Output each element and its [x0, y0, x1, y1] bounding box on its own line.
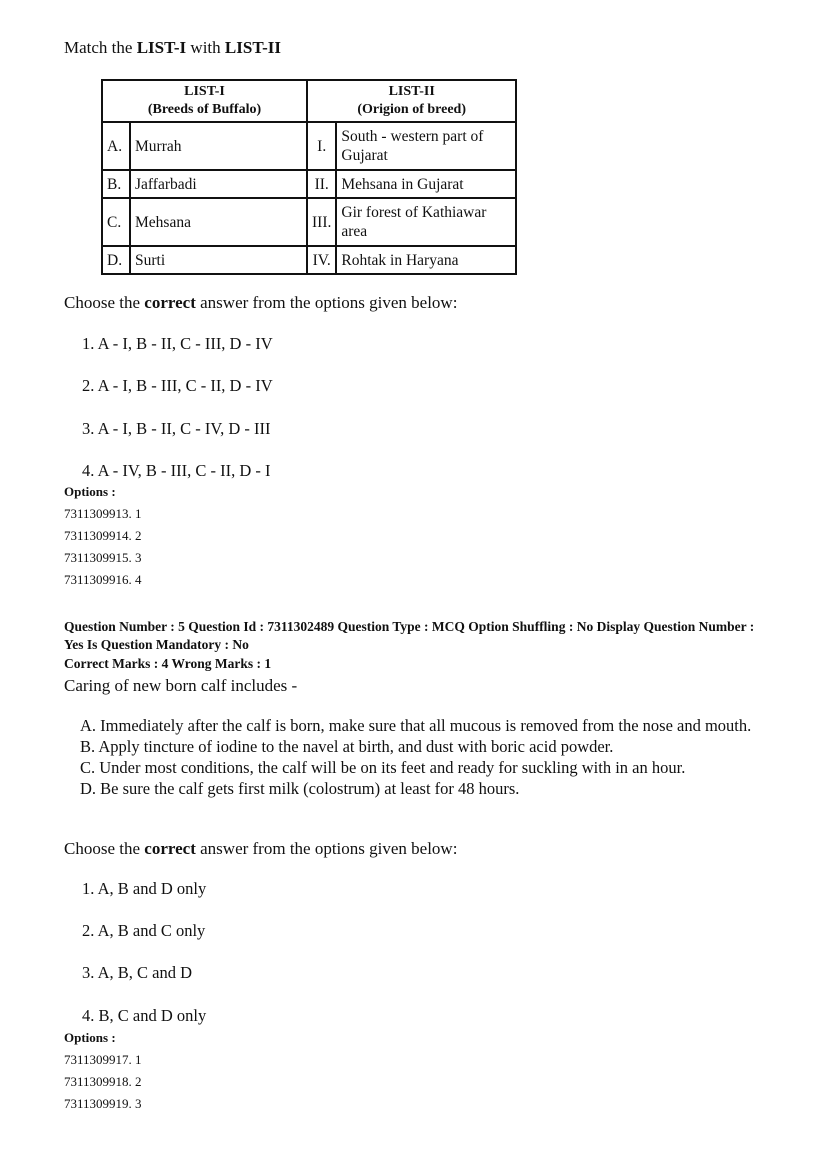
text: (Breeds of Buffalo) [147, 102, 262, 117]
table-row [102, 246, 516, 274]
text: with [186, 38, 225, 57]
q5-question: Caring of new born calf includes - [64, 676, 298, 695]
text: Match the [64, 38, 137, 57]
cell: B. [102, 170, 130, 198]
statement: B. Apply tincture of iodine to the navel at birth, and dust with boric acid powder. [80, 737, 614, 756]
options-label: Options : [64, 484, 116, 499]
answer-option: 4. A - IV, B - III, C - II, D - I [82, 461, 271, 480]
option-id: 7311309917. 1 [64, 1052, 142, 1067]
options-label: Options : [64, 1030, 116, 1045]
cell: D. [102, 246, 130, 274]
answer-option: 3. A, B, C and D [82, 963, 193, 982]
q5-marks: Correct Marks : 4 Wrong Marks : 1 [64, 656, 272, 671]
cell: III. [307, 198, 336, 246]
option-id: 7311309914. 2 [64, 528, 142, 543]
text: Choose the [64, 839, 145, 858]
cell: South - western part of Gujarat [336, 122, 516, 170]
cell: Gir forest of Kathiawar area [336, 198, 516, 246]
cell: Murrah [130, 122, 307, 170]
text: answer from the options given below: [195, 293, 458, 312]
option-id: 7311309918. 2 [64, 1074, 142, 1089]
match-table [101, 79, 517, 275]
cell: Jaffarbadi [130, 170, 307, 198]
text: (Origion of breed) [357, 102, 466, 117]
cell: IV. [307, 246, 336, 274]
cell: Rohtak in Haryana [336, 246, 516, 274]
option-id: 7311309913. 1 [64, 506, 142, 521]
answer-option: 4. B, C and D only [82, 1006, 207, 1025]
table-row [102, 198, 516, 246]
table-row [102, 122, 516, 170]
answer-option: 2. A, B and C only [82, 921, 206, 940]
answer-option: 1. A - I, B - II, C - III, D - IV [82, 334, 273, 353]
q5-meta: Question Number : 5 Question Id : 7311302489 Question Type : MCQ Option Shuffling : No Display Question Number : Yes Is Question Mandatory : No [64, 619, 755, 652]
option-id: 7311309919. 3 [64, 1096, 142, 1111]
text: LIST-II [224, 38, 281, 57]
option-id: 7311309916. 4 [64, 572, 142, 587]
cell: I. [307, 122, 336, 170]
text: correct [144, 839, 196, 858]
answer-option: 3. A - I, B - II, C - IV, D - III [82, 419, 271, 438]
statement: A. Immediately after the calf is born, make sure that all mucous is removed from the nose and mouth. [80, 716, 752, 735]
q4-choose-prompt [64, 293, 457, 313]
cell: C. [102, 198, 130, 246]
cell: A. [102, 122, 130, 170]
text: LIST-II [388, 84, 435, 99]
q5-choose-prompt [64, 839, 457, 859]
q4-title [64, 38, 281, 58]
text: correct [144, 293, 196, 312]
cell: Surti [130, 246, 307, 274]
text: Choose the [64, 293, 145, 312]
cell: II. [307, 170, 336, 198]
list1-header [102, 80, 307, 122]
text: LIST-I [184, 84, 225, 99]
answer-option: 1. A, B and D only [82, 879, 207, 898]
table-row [102, 170, 516, 198]
answer-option: 2. A - I, B - III, C - II, D - IV [82, 376, 273, 395]
statement: C. Under most conditions, the calf will be on its feet and ready for suckling with in an hour. [80, 758, 686, 777]
text: answer from the options given below: [195, 839, 458, 858]
cell: Mehsana in Gujarat [336, 170, 516, 198]
text: LIST-I [136, 38, 187, 57]
option-id: 7311309915. 3 [64, 550, 142, 565]
q5-statements [80, 715, 800, 799]
list2-header [307, 80, 516, 122]
cell: Mehsana [130, 198, 307, 246]
statement: D. Be sure the calf gets first milk (colostrum) at least for 48 hours. [80, 779, 520, 798]
